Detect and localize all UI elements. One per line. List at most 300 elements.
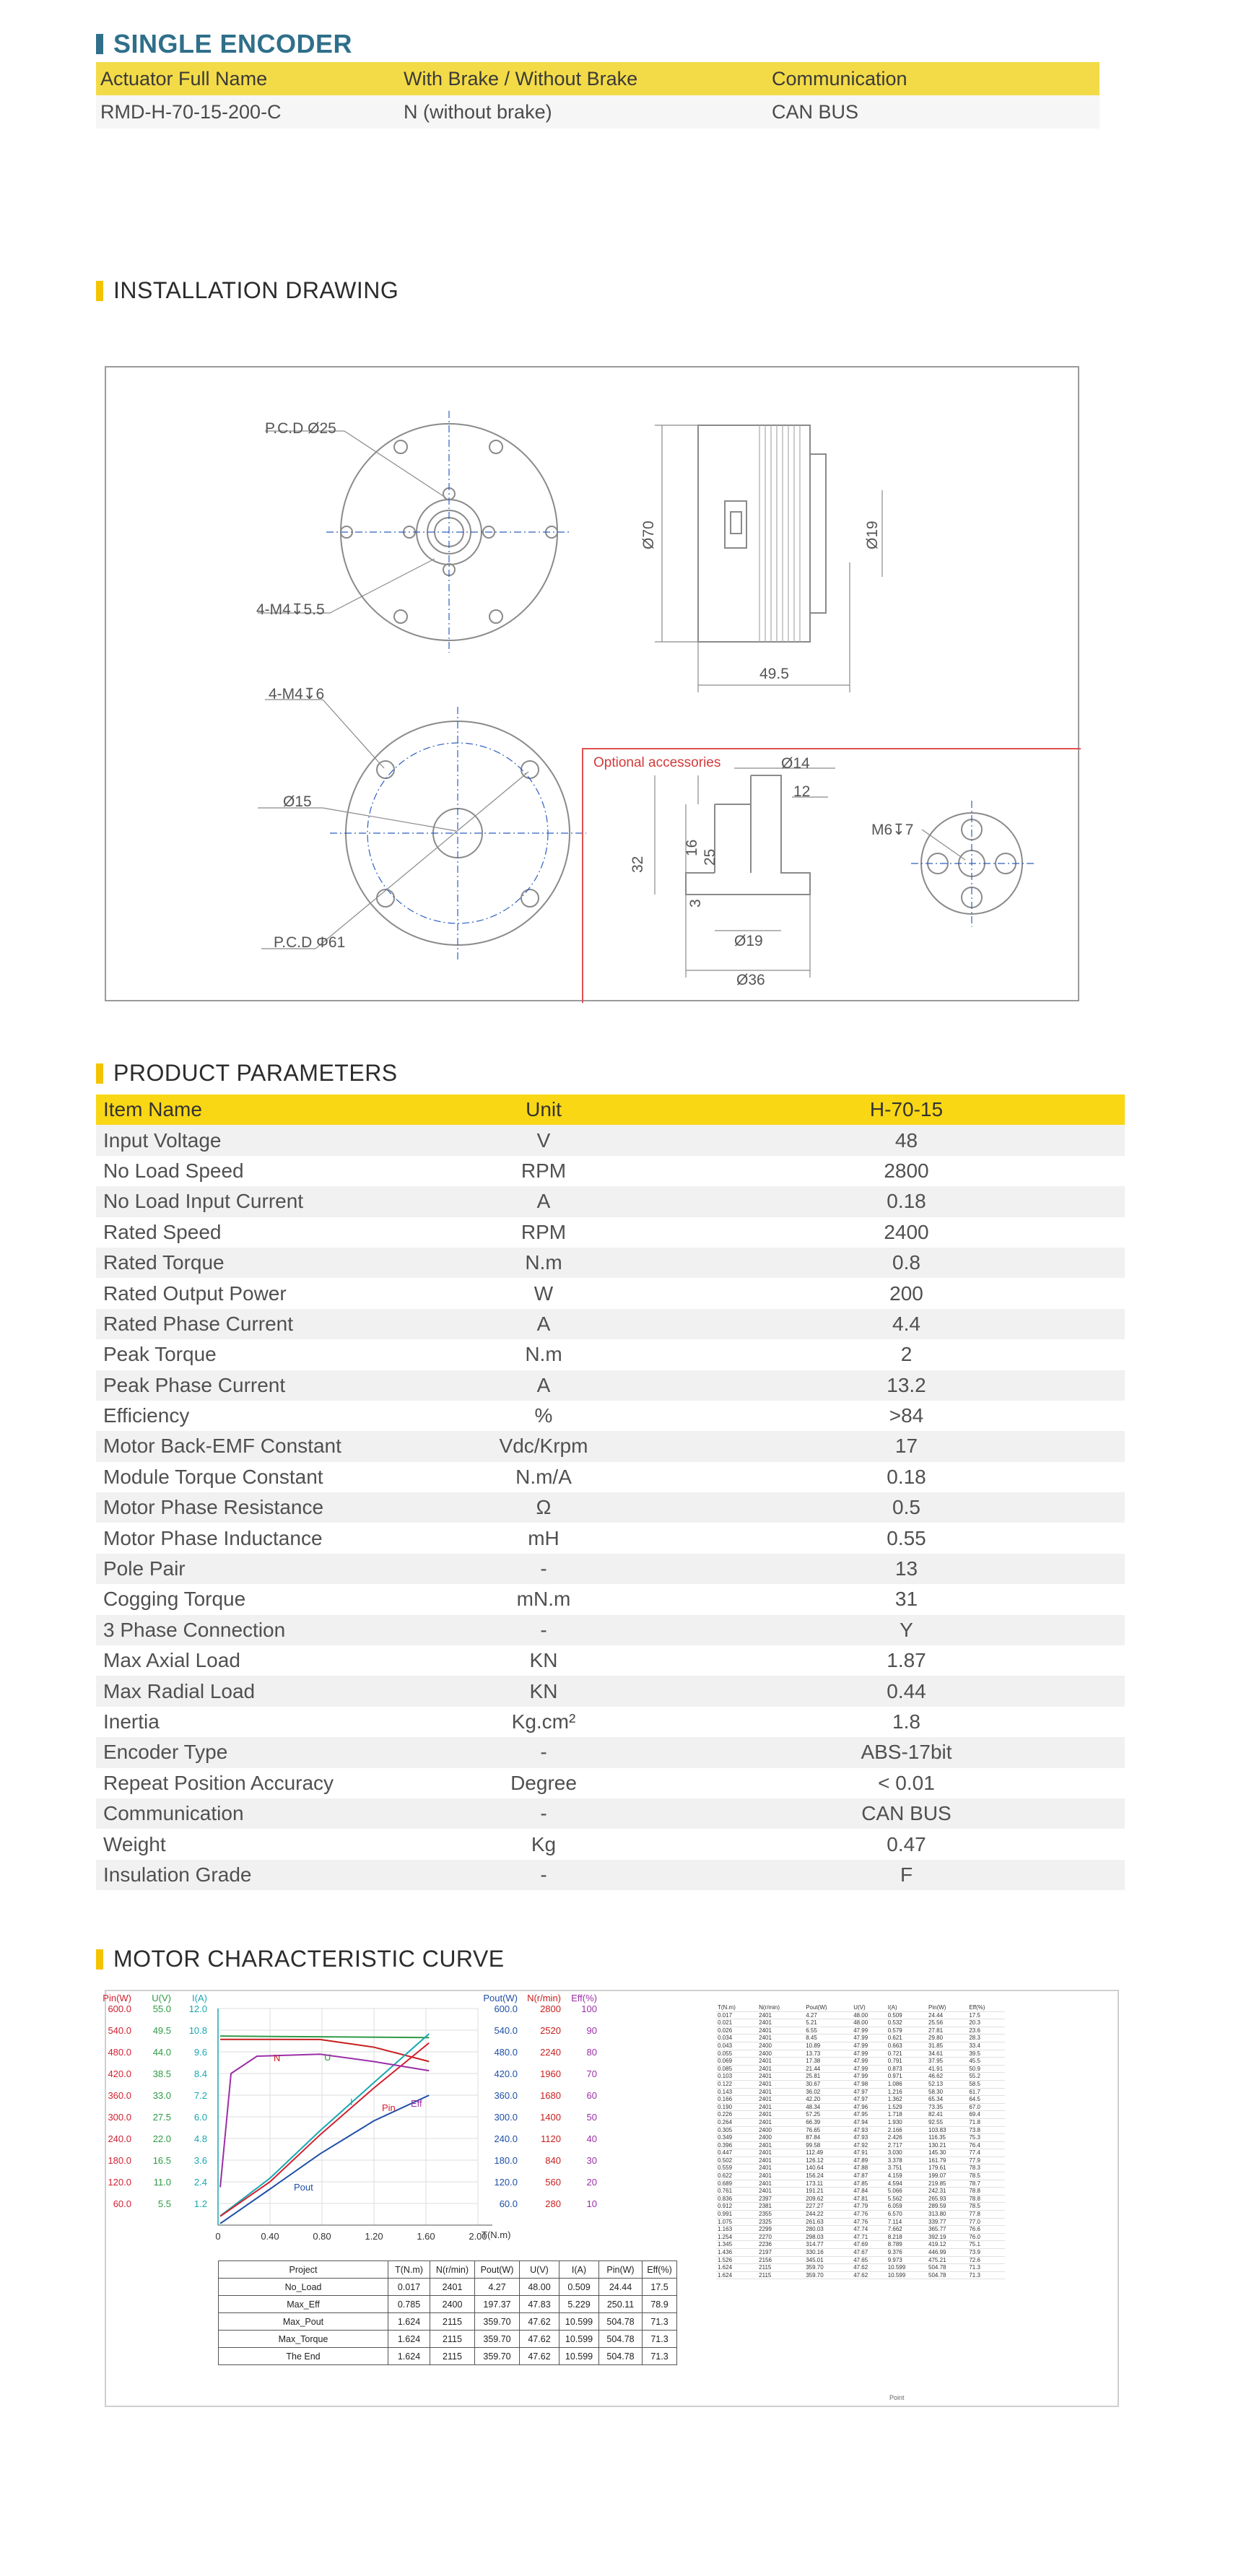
data-cell: 66.39 xyxy=(806,2118,821,2125)
summary-cell: 0.509 xyxy=(559,2279,599,2296)
data-cell: 2156 xyxy=(759,2256,772,2263)
parameter-row xyxy=(96,1584,1125,1614)
data-cell: 2401 xyxy=(759,2164,772,2172)
summary-header-cell: T(N.m) xyxy=(388,2261,430,2279)
parameter-row xyxy=(96,1401,1125,1431)
data-cell: 78.5 xyxy=(969,2172,980,2180)
data-cell: 73.9 xyxy=(969,2249,980,2255)
center-lines xyxy=(326,411,1034,960)
data-cell: 47.87 xyxy=(853,2172,868,2180)
param-value: 48 xyxy=(894,1128,918,1152)
data-row xyxy=(716,2111,1005,2119)
left-axis-tick: 7.2 xyxy=(193,2090,207,2101)
data-cell: 1.075 xyxy=(718,2218,733,2225)
data-header-cell: N(r/min) xyxy=(759,2004,780,2011)
parameter-row xyxy=(96,1370,1125,1401)
data-cell: 3.030 xyxy=(887,2149,902,2157)
param-value: ABS-17bit xyxy=(861,1741,952,1764)
section-heading-parameters xyxy=(96,1060,398,1087)
data-cell: 1.526 xyxy=(718,2256,733,2263)
summary-cell: 47.62 xyxy=(520,2331,559,2348)
summary-cell: 24.44 xyxy=(599,2279,643,2296)
summary-header-cell: N(r/min) xyxy=(430,2261,475,2279)
param-unit: Degree xyxy=(510,1771,577,1794)
data-cell: 71.8 xyxy=(969,2118,980,2125)
data-cell: 140.64 xyxy=(806,2164,824,2172)
data-cell: 47.62 xyxy=(853,2264,868,2271)
right-axis-tick: 60.0 xyxy=(499,2198,518,2209)
data-cell: 58.30 xyxy=(928,2088,944,2095)
left-axis-title: Pin(W) xyxy=(103,1993,131,2003)
data-cell: 2401 xyxy=(759,2111,772,2118)
data-cell: 10.599 xyxy=(887,2271,906,2279)
data-cell: 2400 xyxy=(759,2050,772,2057)
data-cell: 0.017 xyxy=(718,2011,733,2019)
optional-frame xyxy=(583,749,1081,1003)
data-cell: 47.76 xyxy=(853,2211,868,2218)
data-cell: 17.38 xyxy=(806,2058,821,2065)
label-32: 32 xyxy=(630,856,646,873)
summary-cell: Max_Pout xyxy=(219,2313,388,2331)
right-axis-tick: 100 xyxy=(581,2003,597,2014)
data-cell: 1.345 xyxy=(718,2241,733,2248)
data-cell: 47.62 xyxy=(853,2271,868,2279)
data-cell: 161.79 xyxy=(928,2157,946,2164)
data-row xyxy=(716,2172,1005,2180)
encoder-value-cell: CAN BUS xyxy=(772,100,859,123)
summary-cell: 10.599 xyxy=(559,2313,599,2331)
data-cell: 0.663 xyxy=(887,2042,902,2049)
left-axis-tick: 360.0 xyxy=(108,2090,131,2101)
param-value: < 0.01 xyxy=(878,1771,935,1794)
encoder-header-cell: With Brake / Without Brake xyxy=(404,67,638,90)
data-row xyxy=(716,2264,1005,2272)
data-cell: 47.94 xyxy=(853,2118,868,2125)
data-row xyxy=(716,2042,1005,2050)
data-cell: 2401 xyxy=(759,2188,772,2195)
data-cell: 314.77 xyxy=(806,2241,824,2248)
summary-cell: 504.78 xyxy=(599,2313,643,2331)
data-cell: 2115 xyxy=(759,2264,772,2271)
summary-cell: 2401 xyxy=(430,2279,475,2296)
right-axis-tick: 1400 xyxy=(540,2112,561,2123)
param-unit: Kg.cm² xyxy=(511,1710,576,1733)
data-cell: 2197 xyxy=(759,2249,772,2255)
parameter-row xyxy=(96,1339,1125,1370)
drawing-svg xyxy=(106,367,1081,1003)
left-axis-tick: 9.6 xyxy=(193,2047,207,2058)
summary-cell: 0.785 xyxy=(388,2296,430,2313)
data-cell: 0.085 xyxy=(718,2065,733,2072)
data-row xyxy=(716,2211,1005,2219)
data-cell: 47.98 xyxy=(853,2080,868,2087)
installation-title: INSTALLATION DRAWING xyxy=(113,277,399,303)
right-axis-tick: 560 xyxy=(545,2177,561,2188)
left-axis-title: U(V) xyxy=(152,1993,171,2003)
param-value: CAN BUS xyxy=(861,1802,952,1825)
data-cell: 13.73 xyxy=(806,2050,821,2057)
param-unit: - xyxy=(540,1802,547,1825)
data-cell: 0.836 xyxy=(718,2195,733,2202)
data-cell: 47.76 xyxy=(853,2218,868,2225)
data-cell: 2401 xyxy=(759,2141,772,2149)
data-cell: 1.086 xyxy=(887,2080,902,2087)
param-name: Repeat Position Accuracy xyxy=(103,1771,334,1794)
parameter-row xyxy=(96,1248,1125,1278)
data-cell: 75.3 xyxy=(969,2134,980,2141)
param-name: Cogging Torque xyxy=(103,1588,246,1611)
data-cell: 28.3 xyxy=(969,2035,980,2042)
data-cell: 0.689 xyxy=(718,2180,733,2187)
series-label-u: U xyxy=(324,2052,331,2063)
left-axis-title: I(A) xyxy=(192,1993,207,2003)
data-cell: 199.07 xyxy=(928,2172,946,2180)
data-cell: 242.31 xyxy=(928,2188,946,2195)
summary-cell: 1.624 xyxy=(388,2331,430,2348)
data-cell: 0.621 xyxy=(887,2035,902,2042)
summary-cell: 1.624 xyxy=(388,2348,430,2365)
data-cell: 47.99 xyxy=(853,2065,868,2072)
param-unit: KN xyxy=(529,1679,558,1702)
data-cell: 504.78 xyxy=(928,2271,946,2279)
parameter-row xyxy=(96,1431,1125,1461)
left-axis-tick: 6.0 xyxy=(193,2112,207,2123)
data-cell: 2401 xyxy=(759,2157,772,2164)
left-axis-tick: 120.0 xyxy=(108,2177,131,2188)
data-cell: 71.3 xyxy=(969,2271,980,2279)
param-unit: N.m xyxy=(525,1251,562,1274)
data-cell: 31.85 xyxy=(928,2042,944,2049)
summary-cell: 359.70 xyxy=(475,2348,520,2365)
series-line-pout xyxy=(220,2095,429,2224)
data-cell: 2.166 xyxy=(887,2126,902,2133)
data-cell: 0.396 xyxy=(718,2141,733,2149)
data-cell: 0.166 xyxy=(718,2096,733,2103)
data-cell: 47.93 xyxy=(853,2126,868,2133)
data-cell: 2400 xyxy=(759,2126,772,2133)
data-cell: 47.65 xyxy=(853,2256,868,2263)
param-unit: Ω xyxy=(536,1496,552,1519)
right-axis-tick: 2800 xyxy=(540,2003,561,2014)
param-name: No Load Input Current xyxy=(103,1190,304,1213)
summary-header-cell: Eff(%) xyxy=(643,2261,677,2279)
data-cell: 2400 xyxy=(759,2134,772,2141)
x-axis-title: T(N.m) xyxy=(482,2229,511,2240)
data-cell: 17.5 xyxy=(969,2011,980,2019)
left-axis-tick: 3.6 xyxy=(193,2155,207,2166)
data-cell: 0.791 xyxy=(887,2058,902,2065)
parameter-row xyxy=(96,1554,1125,1584)
param-name: Max Axial Load xyxy=(103,1649,240,1672)
data-cell: 0.559 xyxy=(718,2164,733,2172)
data-cell: 45.5 xyxy=(969,2058,980,2065)
data-cell: 209.62 xyxy=(806,2195,824,2202)
param-unit: W xyxy=(534,1282,554,1305)
left-axis-tick: 10.8 xyxy=(188,2025,207,2036)
data-row xyxy=(716,2065,1005,2073)
summary-cell: Max_Eff xyxy=(219,2296,388,2313)
summary-row xyxy=(219,2348,677,2365)
data-cell: 73.35 xyxy=(928,2103,944,2110)
data-cell: 2.426 xyxy=(887,2134,902,2141)
param-name: Peak Torque xyxy=(103,1343,217,1366)
parameter-row xyxy=(96,1768,1125,1798)
parameter-row xyxy=(96,1523,1125,1553)
label-m6-7: M6↧7 xyxy=(871,822,914,838)
data-row xyxy=(716,2088,1005,2096)
param-value: 0.55 xyxy=(887,1526,926,1549)
data-cell: 0.502 xyxy=(718,2157,733,2164)
data-cell: 0.349 xyxy=(718,2134,733,2141)
data-cell: 2299 xyxy=(759,2226,772,2233)
data-cell: 2381 xyxy=(759,2203,772,2210)
label-dia19-acc: Ø19 xyxy=(734,933,763,949)
param-name: Rated Torque xyxy=(103,1251,225,1274)
summary-header-cell: Pin(W) xyxy=(599,2261,643,2279)
param-value: 1.8 xyxy=(892,1710,920,1733)
data-header-cell: Pin(W) xyxy=(928,2004,946,2011)
data-cell: 64.5 xyxy=(969,2096,980,2103)
data-cell: 71.3 xyxy=(969,2264,980,2271)
data-row xyxy=(716,2233,1005,2241)
right-axis-tick: 540.0 xyxy=(494,2025,518,2036)
label-m4-55: 4-M4↧5.5 xyxy=(256,601,325,618)
param-unit: - xyxy=(540,1557,547,1580)
data-cell: 1.718 xyxy=(887,2111,902,2118)
x-tick-label: 1.60 xyxy=(417,2231,435,2242)
param-unit: mN.m xyxy=(516,1588,571,1611)
data-cell: 33.4 xyxy=(969,2042,980,2049)
parameter-row xyxy=(96,1707,1125,1737)
data-row xyxy=(716,2080,1005,2088)
data-cell: 298.03 xyxy=(806,2233,824,2240)
right-axis-tick: 1960 xyxy=(540,2068,561,2079)
data-cell: 359.70 xyxy=(806,2264,824,2271)
param-name: No Load Speed xyxy=(103,1159,244,1182)
data-cell: 76.0 xyxy=(969,2233,980,2240)
right-axis-tick: 300.0 xyxy=(494,2112,518,2123)
data-cell: 0.622 xyxy=(718,2172,733,2180)
data-cell: 76.4 xyxy=(969,2141,980,2149)
data-cell: 126.12 xyxy=(806,2157,824,2164)
data-cell: 29.80 xyxy=(928,2035,944,2042)
right-axis-tick: 60 xyxy=(586,2090,597,2101)
left-axis-tick: 5.5 xyxy=(157,2198,171,2209)
right-axis-tick: 180.0 xyxy=(494,2155,518,2166)
summary-cell: 71.3 xyxy=(643,2313,677,2331)
label-25: 25 xyxy=(702,848,718,866)
encoder-title: SINGLE ENCODER xyxy=(113,29,353,58)
label-pcd25: P.C.D Ø25 xyxy=(265,420,336,437)
data-cell: 179.61 xyxy=(928,2164,946,2172)
param-name: Efficiency xyxy=(103,1404,190,1427)
data-cell: 72.6 xyxy=(969,2256,980,2263)
data-cell: 9.973 xyxy=(887,2256,902,2263)
data-cell: 2401 xyxy=(759,2103,772,2110)
data-cell: 1.436 xyxy=(718,2249,733,2255)
summary-cell: 10.599 xyxy=(559,2348,599,2365)
data-cell: 359.70 xyxy=(806,2271,824,2279)
param-unit: N.m/A xyxy=(515,1465,572,1488)
data-cell: 48.00 xyxy=(853,2019,868,2027)
left-axis-tick: 22.0 xyxy=(152,2133,171,2144)
left-axis-tick: 16.5 xyxy=(152,2155,171,2166)
data-cell: 8.45 xyxy=(806,2035,817,2042)
data-row xyxy=(716,2073,1005,2081)
series-label-pin: Pin xyxy=(382,2102,396,2113)
summary-cell: 17.5 xyxy=(643,2279,677,2296)
data-cell: 227.27 xyxy=(806,2203,824,2210)
param-value: 17 xyxy=(894,1435,918,1458)
curve-title: MOTOR CHARACTERISTIC CURVE xyxy=(113,1946,505,1972)
left-axis-tick: 11.0 xyxy=(153,2177,171,2188)
summary-cell: 504.78 xyxy=(599,2331,643,2348)
data-cell: 47.99 xyxy=(853,2035,868,2042)
left-axis-tick: 180.0 xyxy=(108,2155,131,2166)
data-cell: 0.447 xyxy=(718,2149,733,2157)
data-cell: 2401 xyxy=(759,2080,772,2087)
data-cell: 2270 xyxy=(759,2233,772,2240)
data-cell: 25.56 xyxy=(928,2019,944,2027)
label-length: 49.5 xyxy=(759,666,789,682)
param-value: 2 xyxy=(900,1343,913,1366)
data-cell: 130.21 xyxy=(928,2141,946,2149)
param-value: 200 xyxy=(889,1282,923,1305)
right-axis-tick: 20 xyxy=(586,2177,597,2188)
param-header-cell: Item Name xyxy=(103,1098,202,1121)
data-cell: 2397 xyxy=(759,2195,772,2202)
data-cell: 67.0 xyxy=(969,2103,980,2110)
data-cell: 0.721 xyxy=(887,2050,902,2057)
summary-cell: 250.11 xyxy=(599,2296,643,2313)
data-cell: 23.6 xyxy=(969,2027,980,2034)
data-cell: 7.662 xyxy=(887,2226,902,2233)
encoder-value-cell: N (without brake) xyxy=(404,100,552,123)
data-cell: 6.55 xyxy=(806,2027,817,2034)
param-value: 4.4 xyxy=(892,1312,920,1335)
param-unit: RPM xyxy=(521,1220,567,1243)
x-tick-label: 1.20 xyxy=(365,2231,383,2242)
label-pcd61: P.C.D Φ61 xyxy=(274,934,346,951)
summary-cell: Max_Torque xyxy=(219,2331,388,2348)
left-axis-tick: 4.8 xyxy=(193,2133,207,2144)
data-cell: 78.8 xyxy=(969,2188,980,2195)
characteristic-chart xyxy=(103,1991,611,2258)
data-cell: 0.043 xyxy=(718,2042,733,2049)
data-cell: 2401 xyxy=(759,2058,772,2065)
summary-cell: 71.3 xyxy=(643,2348,677,2365)
data-cell: 345.01 xyxy=(806,2256,824,2263)
series-label-n: N xyxy=(274,2053,281,2063)
summary-cell: 2115 xyxy=(430,2313,475,2331)
data-cell: 112.49 xyxy=(806,2149,824,2157)
right-axis-tick: 30 xyxy=(586,2155,597,2166)
left-axis-tick: 12.0 xyxy=(188,2003,207,2014)
data-cell: 4.159 xyxy=(887,2172,902,2180)
param-unit: mH xyxy=(528,1526,559,1549)
data-cell: 47.93 xyxy=(853,2134,868,2141)
data-cell: 2401 xyxy=(759,2073,772,2080)
label-optional-accessories: Optional accessories xyxy=(593,755,721,770)
data-cell: 0.122 xyxy=(718,2080,733,2087)
data-cell: 1.930 xyxy=(887,2118,902,2125)
left-axis-tick: 27.5 xyxy=(152,2112,171,2123)
data-cell: 2236 xyxy=(759,2241,772,2248)
data-cell: 0.021 xyxy=(718,2019,733,2027)
right-axis-tick: 120.0 xyxy=(494,2177,518,2188)
data-cell: 2401 xyxy=(759,2065,772,2072)
section-heading-installation xyxy=(96,277,399,304)
data-cell: 2400 xyxy=(759,2042,772,2049)
data-cell: 87.84 xyxy=(806,2134,821,2141)
parameter-row xyxy=(96,1829,1125,1859)
data-cell: 77.0 xyxy=(969,2218,980,2225)
data-header-cell: U(V) xyxy=(853,2004,866,2011)
left-axis-tick: 33.0 xyxy=(152,2090,171,2101)
data-header-row xyxy=(716,2004,1005,2011)
param-unit: RPM xyxy=(521,1159,567,1182)
data-cell: 25.81 xyxy=(806,2073,821,2080)
data-cell: 5.562 xyxy=(887,2195,902,2202)
data-cell: 92.55 xyxy=(928,2118,944,2125)
heading-accent-bar xyxy=(96,34,103,54)
data-row xyxy=(716,2195,1005,2203)
right-axis-tick: 2520 xyxy=(540,2025,561,2036)
data-cell: 50.9 xyxy=(969,2065,980,2072)
param-value: 2400 xyxy=(884,1220,929,1243)
data-cell: 2401 xyxy=(759,2149,772,2157)
data-cell: 0.026 xyxy=(718,2027,733,2034)
data-cell: 339.77 xyxy=(928,2218,946,2225)
right-axis-tick: 480.0 xyxy=(494,2047,518,2058)
data-cell: 280.03 xyxy=(806,2226,824,2233)
param-header-cell: H-70-15 xyxy=(869,1098,944,1121)
data-cell: 419.12 xyxy=(928,2241,946,2248)
summary-cell: 0.017 xyxy=(388,2279,430,2296)
data-cell: 2401 xyxy=(759,2180,772,2187)
data-cell: 0.226 xyxy=(718,2111,733,2118)
data-row xyxy=(716,2126,1005,2134)
data-cell: 103.83 xyxy=(928,2126,946,2133)
data-cell: 446.99 xyxy=(928,2249,946,2255)
left-axis-tick: 49.5 xyxy=(152,2025,171,2036)
summary-cell: No_Load xyxy=(219,2279,388,2296)
right-axis-tick: 40 xyxy=(586,2133,597,2144)
param-unit: - xyxy=(540,1741,547,1764)
param-unit: V xyxy=(536,1128,551,1152)
data-cell: 73.8 xyxy=(969,2126,980,2133)
data-cell: 1.529 xyxy=(887,2103,902,2110)
param-value: 0.5 xyxy=(892,1496,920,1519)
label-12: 12 xyxy=(793,783,811,800)
data-cell: 47.69 xyxy=(853,2241,868,2248)
data-row xyxy=(716,2096,1005,2104)
summary-header-cell: Project xyxy=(219,2261,388,2279)
data-cell: 20.3 xyxy=(969,2019,980,2027)
parameter-row xyxy=(96,1737,1125,1767)
param-value: 13.2 xyxy=(887,1373,926,1396)
param-value: Y xyxy=(900,1618,913,1641)
summary-cell: 2115 xyxy=(430,2348,475,2365)
curve-panel xyxy=(105,1990,1119,2407)
data-cell: 0.190 xyxy=(718,2103,733,2110)
section-heading-encoder xyxy=(96,29,352,59)
data-cell: 10.89 xyxy=(806,2042,821,2049)
summary-cell: 359.70 xyxy=(475,2313,520,2331)
x-tick-label: 0.40 xyxy=(261,2231,279,2242)
data-header-cell: I(A) xyxy=(887,2004,897,2011)
param-name: Weight xyxy=(103,1832,166,1855)
